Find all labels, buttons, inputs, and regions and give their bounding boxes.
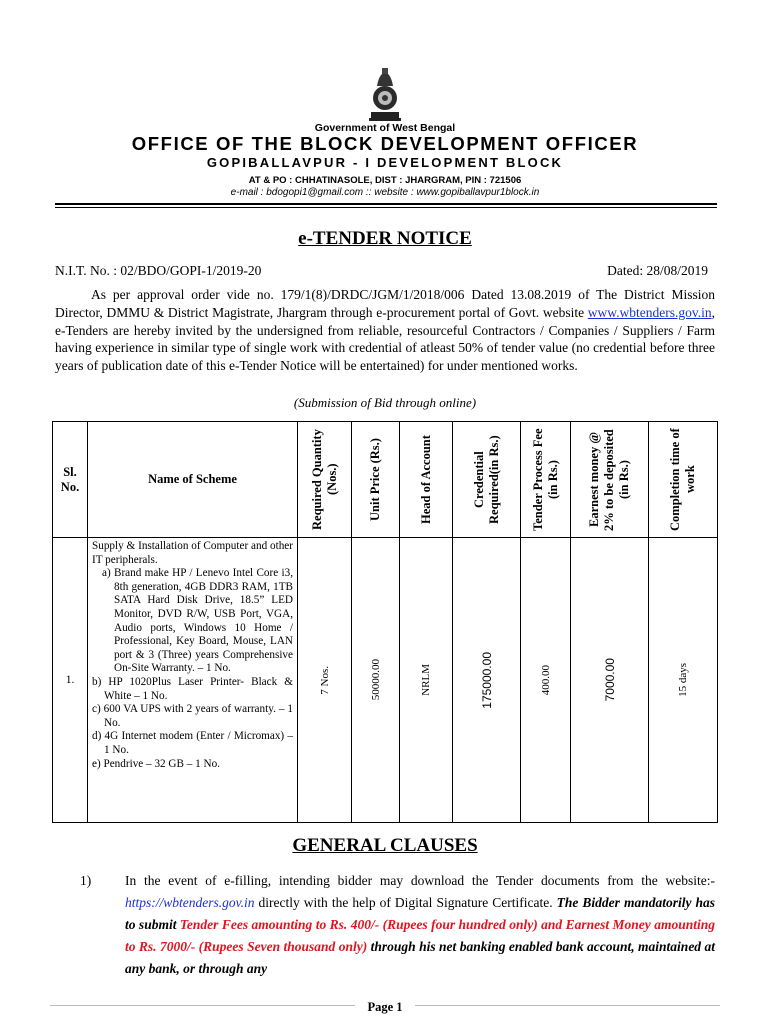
wbtenders-link[interactable]: www.wbtenders.gov.in [587, 304, 712, 320]
table-row [53, 538, 718, 823]
scheme-item-a: a) Brand make HP / Lenevo Intel Core i3, 8th generation, 4GB DDR3 RAM, 1TB SATA Hard Disk Drive, 18.5” LED Monitor, DVD R/W, USB Port, VGA, Audio ports, Windows 10 Home / Professional, Key Board, Mouse, LAN port & 3 (Three) years Comprehensive On-Site Warranty. – 1 No. [102, 567, 293, 675]
nit-number: N.I.T. No. : 02/BDO/GOPI-1/2019-20 [55, 263, 262, 278]
scheme-item-c: c) 600 VA UPS with 2 years of warranty. – 1 No. [92, 703, 293, 729]
wbtenders-clause-link[interactable]: https://wbtenders.gov.in [125, 895, 255, 910]
clause-fee-highlight: Tender Fees amounting to Rs. 400/- (Rupees four hundred only) and Earnest Money amounting to Rs. 7000/- (Rupees Seven thousand only) [125, 917, 716, 954]
general-clauses-title: GENERAL CLAUSES [292, 835, 478, 856]
header-completion-time: Completion time of work [649, 422, 718, 538]
clause-number: 1) [80, 873, 92, 888]
header-earnest-money: Earnest money @ 2% to be deposited (in Rs.) [571, 422, 649, 538]
clause-1 [55, 870, 715, 980]
header-credential: Credential Required(in Rs.) [453, 422, 521, 538]
scheme-item-b: b) HP 1020Plus Laser Printer- Black & White – 1 No. [92, 675, 293, 702]
submission-note: (Submission of Bid through online) [293, 395, 477, 410]
cell-quantity: 7 Nos. [298, 538, 352, 823]
clause-text: directly with the help of Digital Signature Certificate. [254, 895, 557, 910]
header-quantity: Required Quantity (Nos.) [298, 422, 352, 538]
scheme-item-d: d) 4G Internet modem (Enter / Micromax) – 1 No. [92, 730, 293, 756]
notice-title: e-TENDER NOTICE [298, 228, 472, 249]
notice-date: Dated: 28/08/2019 [607, 263, 708, 278]
para-end: , e-Tenders are hereby invited by the undersigned from reliable, resourceful Contractors / Companies / Suppliers / Farm having experience in similar type of single work with credential of atleast 50% of tender value (no credential before three years of publication date of this e-Tender Notice will be entertained) for under mentioned works. [55, 304, 715, 374]
clause-emphasis: The Bidder mandatorily has to submit [125, 895, 715, 932]
cell-scheme [88, 538, 298, 823]
clause-text: In the event of e-filling, intending bidder may download the Tender documents from the website:- [125, 873, 715, 888]
para-start: As per approval order vide no. 179/1(8)/DRDC/JGM/1/2018/006 Dated 13.08.2019 of The District Mission Director, DMMU & District Magistrate, Jhargram through e-procurement portal of Govt. website [55, 287, 715, 320]
cell-head-of-account: NRLM [400, 538, 453, 823]
office-name: OFFICE OF THE BLOCK DEVELOPMENT OFFICER [131, 133, 639, 154]
cell-sl: 1. [53, 538, 88, 823]
tender-table [52, 421, 718, 823]
office-contact: e-mail : bdogopi1@gmail.com :: website : www.gopiballavpur1block.in [230, 187, 540, 198]
header-rule-thin [55, 207, 717, 208]
header-unit-price: Unit Price (Rs.) [352, 422, 400, 538]
header-head-of-account: Head of Account [400, 422, 453, 538]
header-name-of-scheme: Name of Scheme [88, 422, 298, 538]
office-address: AT & PO : CHHATINASOLE, DIST : JHARGRAM, PIN : 721506 [248, 175, 522, 186]
header-sl-no: Sl. No. [53, 422, 88, 538]
clause-emphasis: through his net banking enabled bank account, maintained at any bank, or through any [125, 939, 715, 976]
scheme-item-e: e) Pendrive – 32 GB – 1 No. [92, 757, 221, 770]
page-footer [0, 998, 770, 1016]
ashoka-emblem-icon [365, 68, 405, 124]
page-number: Page 1 [355, 1000, 414, 1014]
cell-credential: 175000.00 [453, 538, 521, 823]
government-name: Government of West Bengal [314, 122, 456, 134]
cell-unit-price: 50000.00 [352, 538, 400, 823]
cell-tender-fee: 400.00 [521, 538, 571, 823]
scheme-intro: Supply & Installation of Computer and other IT peripherals. [92, 540, 293, 566]
cell-completion-time: 15 days [649, 538, 718, 823]
cell-earnest-money: 7000.00 [571, 538, 649, 823]
header-tender-fee: Tender Process Fee (in Rs.) [521, 422, 571, 538]
notice-paragraph [55, 286, 715, 375]
header-rule [55, 203, 717, 205]
block-name: GOPIBALLAVPUR - I DEVELOPMENT BLOCK [206, 155, 564, 170]
table-header-row [53, 422, 718, 538]
